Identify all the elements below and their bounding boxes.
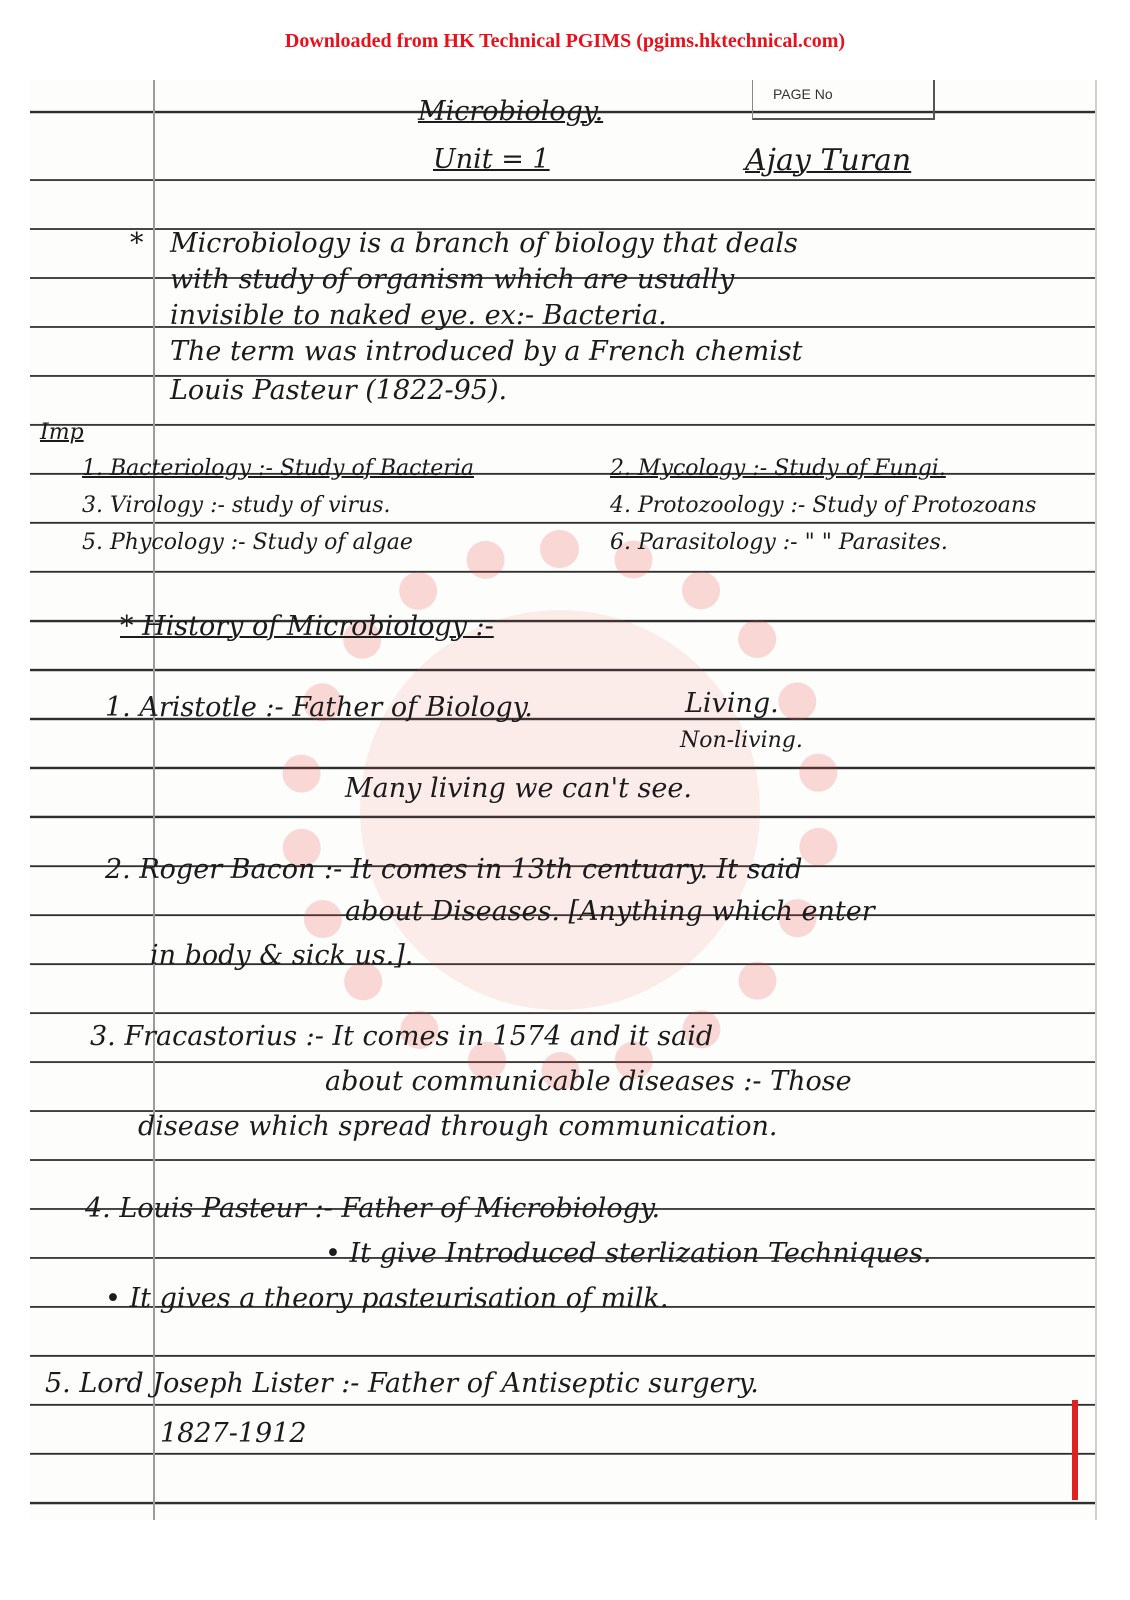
intro-line-2: with study of organism which are usually bbox=[170, 264, 735, 295]
intro-line-5: Louis Pasteur (1822-95). bbox=[170, 375, 508, 406]
history-item-5-line-1: 5. Lord Joseph Lister :- Father of Antiseptic surgery. bbox=[45, 1368, 759, 1399]
author-name: Ajay Turan bbox=[745, 143, 912, 178]
history-item-1-branch-1: Living. bbox=[685, 688, 779, 719]
intro-bullet: * bbox=[130, 228, 144, 259]
history-item-1-line-2: Many living we can't see. bbox=[345, 773, 692, 804]
history-item-2-line-2: about Diseases. [Anything which enter bbox=[345, 896, 875, 927]
watermark-seal-inner bbox=[360, 610, 760, 1010]
branch-item: 2. Mycology :- Study of Fungi. bbox=[610, 456, 946, 481]
download-banner[interactable]: Downloaded from HK Technical PGIMS (pgims.hktechnical.com) bbox=[284, 30, 846, 52]
page-number-label: PAGE No bbox=[773, 86, 833, 102]
intro-line-4: The term was introduced by a French chemist bbox=[170, 336, 803, 367]
intro-line-3: invisible to naked eye. ex:- Bacteria. bbox=[170, 300, 667, 331]
unit-label: Unit = 1 bbox=[433, 144, 550, 175]
history-item-5-line-2: 1827-1912 bbox=[160, 1418, 307, 1449]
notes-title: Microbiology. bbox=[418, 96, 604, 127]
history-item-2-line-3: in body & sick us.]. bbox=[150, 940, 414, 971]
history-item-4-line-1: 4. Louis Pasteur :- Father of Microbiology. bbox=[85, 1193, 661, 1224]
notebook-page bbox=[30, 80, 1097, 1520]
branch-item: 6. Parasitology :- " " Parasites. bbox=[610, 530, 948, 555]
red-edge-mark bbox=[1072, 1400, 1078, 1500]
history-item-3-line-2: about communicable diseases :- Those bbox=[325, 1066, 852, 1097]
branch-item: 3. Virology :- study of virus. bbox=[82, 493, 391, 518]
history-item-1-line-1: 1. Aristotle :- Father of Biology. bbox=[105, 692, 533, 723]
history-item-3-line-1: 3. Fracastorius :- It comes in 1574 and it said bbox=[90, 1021, 714, 1052]
imp-label: Imp bbox=[40, 420, 84, 445]
branch-item: 5. Phycology :- Study of algae bbox=[82, 530, 413, 555]
history-heading: * History of Microbiology :- bbox=[120, 611, 494, 642]
page-number-box bbox=[752, 80, 935, 120]
intro-line-1: Microbiology is a branch of biology that deals bbox=[170, 228, 798, 259]
history-item-1-branch-2: Non-living. bbox=[680, 728, 803, 753]
history-item-4-line-2: • It give Introduced sterlization Techniques. bbox=[325, 1238, 932, 1269]
branch-item: 4. Protozoology :- Study of Protozoans bbox=[610, 493, 1037, 518]
branch-item: 1. Bacteriology :- Study of Bacteria bbox=[82, 456, 474, 481]
history-item-2-line-1: 2. Roger Bacon :- It comes in 13th centuary. It said bbox=[105, 854, 803, 885]
history-item-4-line-3: • It gives a theory pasteurisation of milk. bbox=[105, 1283, 669, 1314]
history-item-3-line-3: disease which spread through communication. bbox=[138, 1111, 778, 1142]
